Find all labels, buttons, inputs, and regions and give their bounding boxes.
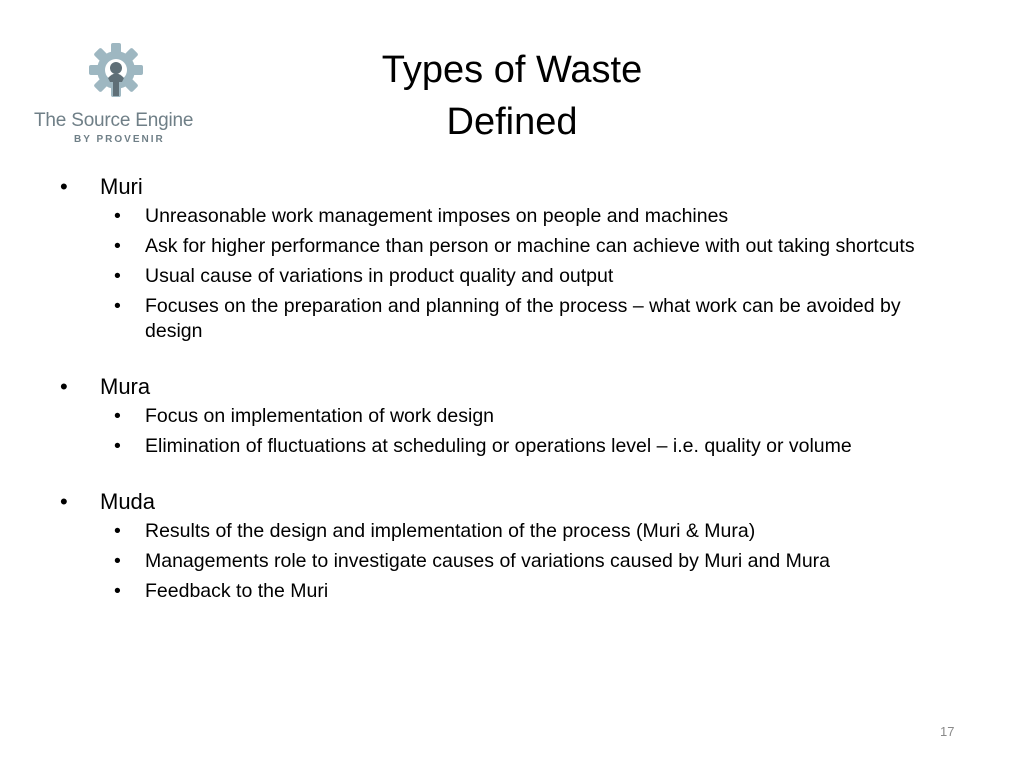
- section-mura: [60, 372, 960, 459]
- section-heading-label: Mura: [100, 374, 151, 399]
- list-item: [60, 264, 960, 289]
- bullet-icon: •: [114, 205, 121, 227]
- list-item: [60, 404, 960, 429]
- section-heading: [60, 487, 960, 519]
- bullet-icon: •: [114, 550, 121, 572]
- section-heading: [60, 372, 960, 404]
- bullet-icon: •: [60, 489, 68, 514]
- list-item-text: Results of the design and implementation of the process (Muri & Mura): [145, 520, 756, 542]
- slide-title-line-1: Types of Waste: [381, 49, 643, 91]
- list-item-text: Feedback to the Muri: [145, 580, 329, 602]
- slide-title: [312, 44, 712, 148]
- bullet-icon: •: [114, 235, 121, 257]
- logo-name: The Source Engine: [34, 110, 194, 131]
- list-item-text: Managements role to investigate causes of variations caused by Muri and Mura: [145, 550, 831, 572]
- bullet-icon: •: [114, 265, 121, 287]
- section-heading-label: Muda: [100, 489, 156, 514]
- list-item-text: Elimination of fluctuations at scheduling or operations level – i.e. quality or volume: [145, 435, 852, 457]
- list-item: [60, 549, 960, 574]
- bullet-icon: •: [114, 295, 121, 317]
- bullet-icon: •: [60, 374, 68, 399]
- bullet-icon: •: [114, 520, 121, 542]
- list-item: [60, 579, 960, 604]
- list-item: [60, 234, 960, 259]
- section-heading: [60, 172, 960, 204]
- list-item-text: Usual cause of variations in product quality and output: [145, 265, 614, 287]
- bullet-icon: •: [114, 435, 121, 457]
- list-item-text: Unreasonable work management imposes on people and machines: [145, 205, 729, 227]
- bullet-icon: •: [114, 405, 121, 427]
- logo-tagline: BY PROVENIR: [74, 134, 165, 145]
- slide-body: [60, 172, 960, 632]
- bullet-icon: •: [114, 580, 121, 602]
- page-number: 17: [940, 724, 955, 739]
- section-heading-label: Muri: [100, 174, 143, 199]
- gear-icon: [86, 40, 146, 102]
- slide-title-line-2: Defined: [446, 101, 578, 143]
- list-item-text: Focuses on the preparation and planning of the process – what work can be avoided by design: [145, 295, 901, 342]
- bullet-icon: •: [60, 174, 68, 199]
- section-muri: [60, 172, 960, 344]
- list-item: [60, 434, 960, 459]
- list-item-text: Ask for higher performance than person or machine can achieve with out taking shortcuts: [145, 235, 915, 257]
- section-muda: [60, 487, 960, 604]
- list-item-text: Focus on implementation of work design: [145, 405, 495, 427]
- list-item: [60, 519, 960, 544]
- list-item: [60, 204, 960, 229]
- company-logo: [30, 40, 210, 150]
- list-item: [60, 294, 960, 344]
